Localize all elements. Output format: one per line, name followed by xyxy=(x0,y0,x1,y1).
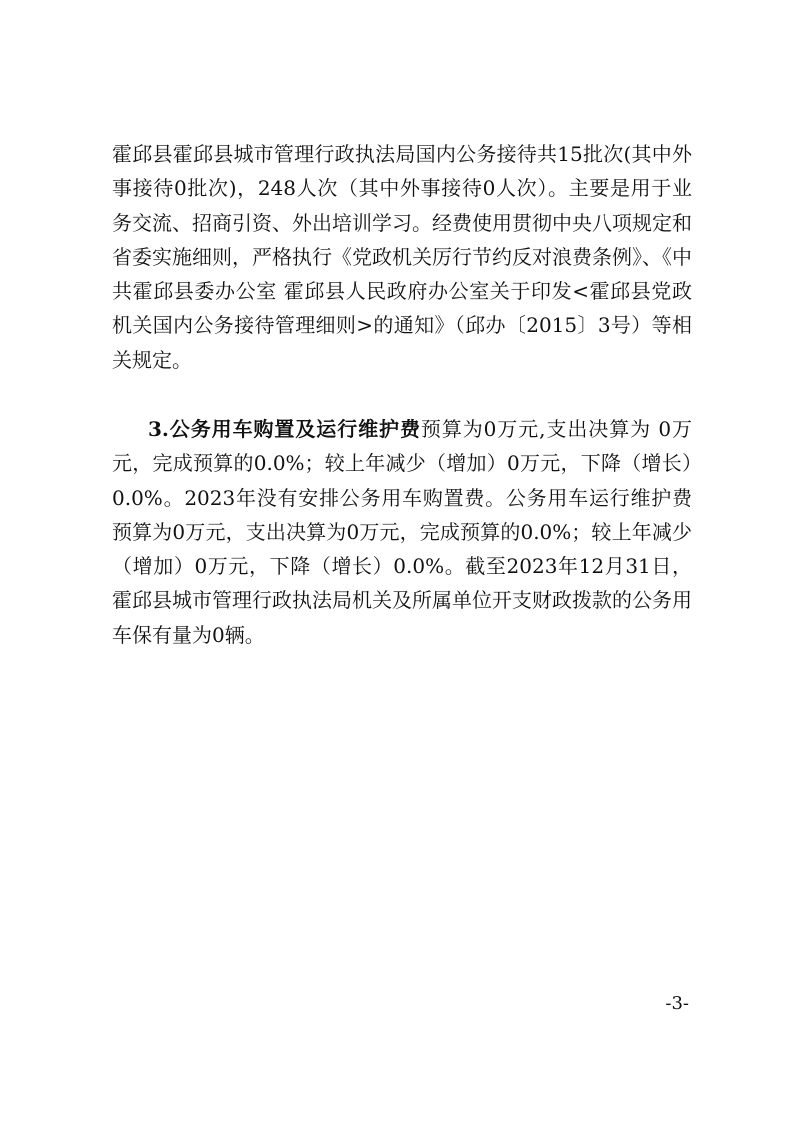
section-heading: 3.公务用车购置及运行维护费 xyxy=(148,417,421,441)
paragraph-reception-expenses xyxy=(112,137,692,377)
paragraph-vehicle-expenses xyxy=(112,412,692,652)
paragraph-text: 霍邱县霍邱县城市管理行政执法局国内公务接待共15批次(其中外事接待0批次)，248人次（其中外事接待0人次）。主要是用于业务交流、招商引资、外出培训学习。经费使用贯彻中央八项规定和省委实施细则，严格执行《党政机关厉行节约反对浪费条例》、《中共霍邱县委办公室 霍邱县人民政府办公室关于印发<霍邱县党政机关国内公务接待管理细则>的通知》（邱办〔2015〕3号）等相关规定。 xyxy=(112,142,692,372)
page-number: -3- xyxy=(665,993,689,1014)
paragraph-text: 预算为0万元,支出决算为 0万元，完成预算的0.0%；较上年减少（增加）0万元，下降（增长）0.0%。2023年没有安排公务用车购置费。公务用车运行维护费预算为0万元，支出决算为0万元，完成预算的0.0%；较上年减少（增加）0万元，下降（增长）0.0%。截至2023年12月31日，霍邱县城市管理行政执法局机关及所属单位开支财政拨款的公务用车保有量为0辆。 xyxy=(112,417,692,647)
